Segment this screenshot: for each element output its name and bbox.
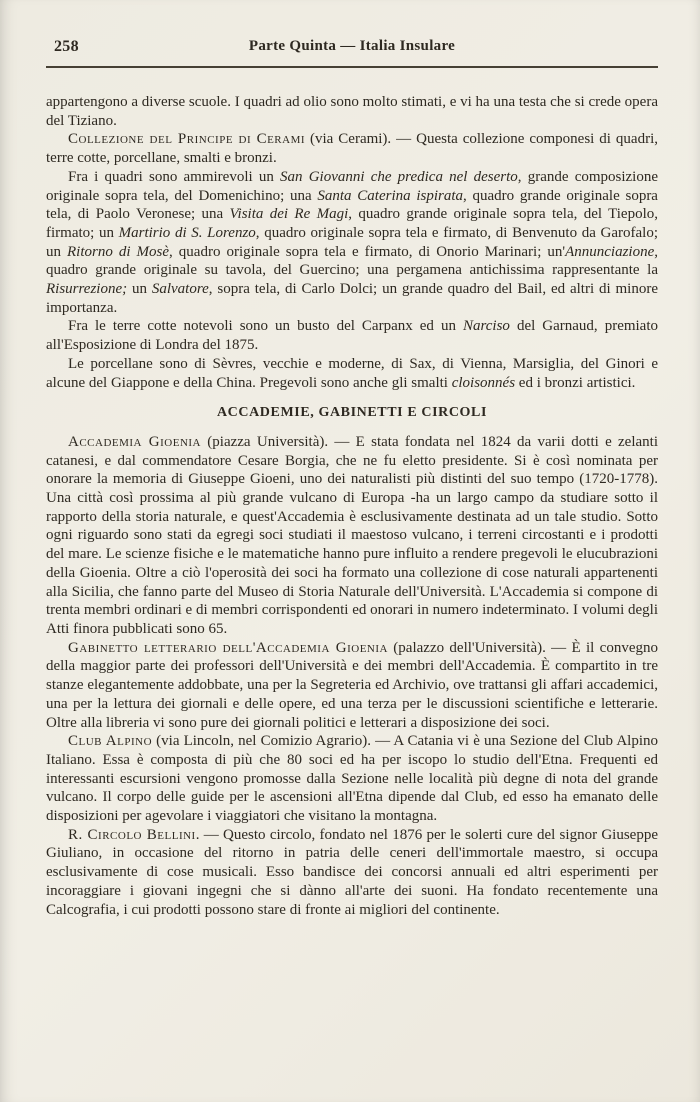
paragraph: Fra le terre cotte notevoli sono un busto del Carpanx ed un Narciso del Garnaud, premiato all'Esposizione di Londra del 1875. (46, 318, 659, 354)
text-block (46, 93, 658, 919)
paragraph: Club Alpino (via Lincoln, nel Comizio Agrario). — A Catania vi è una Sezione del Club Alpino Italiano. Essa è composta di più che 80 soci ed ha per iscopo lo studio dell'Etna. Frequenti ed interessanti escursioni vengono promosse dalla Sezione nelle località più degne di nota del grande vulcano. Il corpo delle guide per le ascensioni all'Etna dipende dal Club, ed esso ha emanato delle disposizioni per agevolare i viaggiatori che visitano la montagna. (46, 733, 658, 825)
page-number: 258 (54, 38, 79, 55)
header-rule (46, 66, 658, 68)
paragraph: Accademia Gioenia (piazza Università). — E stata fondata nel 1824 da varii dotti e zelanti catanesi, e dal commendatore Cesare Borgia, che ne fu eletto presidente. Si è così nominata per onorare la memoria di Giuseppe Gioeni, uno dei naturalisti più distinti del suo tempo (1720-1778). Una città così prossima al più grande vulcano di Europa -ha un largo campo da studiare sotto il rapporto della storia naturale, e quest'Accademia è esclusivamente destinata ad un tale studio. Sotto ogni riguardo sono stati da egregi soci studiati il maestoso vulcano, i terreni circostanti e i prodotti del mare. Le scienze fisiche e le matematiche hanno pure influito a rendere pregevoli le elucubrazioni della Gioenia. Oltre a ciò l'operosità dei soci ha formato una collezione di cose naturali appartenenti alla Sicilia, che fanno parte del Museo di Storia Naturale dell'Università. L'Accademia si compone di trenta membri ordinari e di membri corrispondenti ed onorari in numero indeterminato. I volumi degli Atti finora pubblicati sono 65. (46, 433, 658, 637)
page-header (46, 38, 658, 58)
paragraph: Collezione del Principe di Cerami (via Cerami). — Questa collezione componesi di quadri, terre cotte, porcellane, smalti e bronzi. (46, 131, 658, 167)
paragraph: appartengono a diverse scuole. I quadri ad olio sono molto stimati, e vi ha una testa che si crede opera del Tiziano. (46, 94, 658, 129)
paragraph: Gabinetto letterario dell'Accademia Gioenia (palazzo dell'Università). — È il convegno della maggior parte dei professori dell'Università e dei membri dell'Accademia. È compartito in tre stanze elegantemente addobbate, una per la Segreteria ed Archivio, ove trattansi gli affari accademici, una per la lettura dei giornali e delle opere, ed una terza per le discussioni scientifiche e letterarie. Oltre alla libreria vi sono pure dei giornali politici e letterari a disposizione dei soci. (46, 639, 658, 731)
paragraph: R. Circolo Bellini. — Questo circolo, fondato nel 1876 per le solerti cure del signor Giuseppe Giuliano, in occasione del ritorno in patria delle ceneri dell'immortale maestro, si occupa esclusivamente di cose musicali. Esso bandisce dei concorsi annuali ed altri esperimenti per incoraggiare i giovani ingegni che si dànno all'arte dei suoni. Ha fondato recentemente una Calcografia, i cui prodotti possono stare di fronte ai migliori del continente. (46, 826, 659, 918)
paragraph: Le porcellane sono di Sèvres, vecchie e moderne, di Sax, di Vienna, Marsiglia, del Ginori e alcune del Giappone e della China. Pregevoli sono anche gli smalti cloisonnés ed i bronzi artistici. (46, 355, 658, 391)
running-title: Parte Quinta — Italia Insulare (248, 38, 456, 54)
section-heading: ACCADEMIE, GABINETTI E CIRCOLI (216, 405, 488, 421)
paragraph: Fra i quadri sono ammirevoli un San Giovanni che predica nel deserto, grande composizione originale sopra tela, del Domenichino; una Santa Caterina ispirata, quadro grande originale sopra tela, di Paolo Veronese; una Visita dei Re Magi, quadro grande originale sopra tela, del Tiepolo, firmato; un Martirio di S. Lorenzo, quadro originale sopra tela e firmato, di Benvenuto da Garofalo; un Ritorno di Mosè, quadro originale sopra tela e firmato, di Onorio Marinari; un'Annunciazione, quadro grande originale su tavola, del Guercino; una pergamena antichissima rappresentante la Risurrezione; un Salvatore, sopra tela, di Carlo Dolci; un grande quadro del Bail, ed altri di minore importanza. (46, 168, 659, 316)
